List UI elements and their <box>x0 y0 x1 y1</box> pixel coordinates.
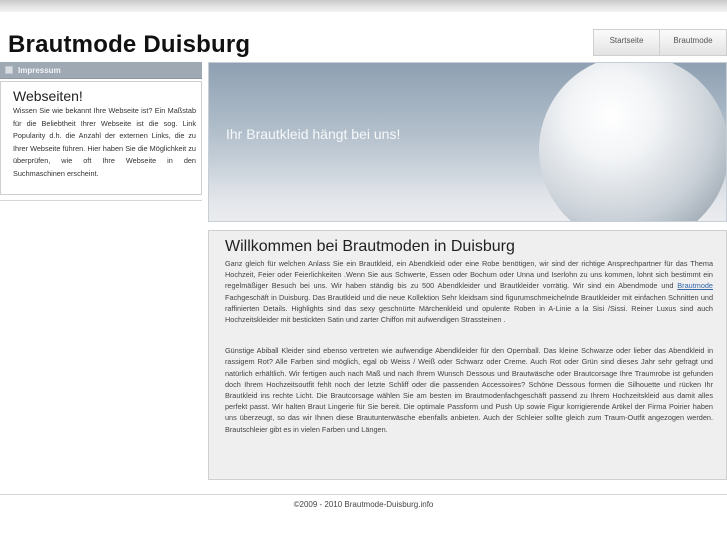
footer-divider <box>0 494 727 495</box>
sidebar-box-title: Webseiten! <box>13 88 83 104</box>
sphere-graphic <box>539 62 727 222</box>
paragraph-1-text-b: Fachgeschäft in Duisburg. Das Brautkleid und die neue Kollektion Sehr kleidsam sind figurumschmeichelnde Brautkleider mit einfachen Schnitten und raffinierten Details. Highlights sind das sexy geschnürte Märchenkleid und opulente Roben in A-Linie a la Sisi /Sissi. Reiner Luxus sind auch Hochzeitskleider mit bestickten Satin und zarter Chiffon mit aufwendigen Strassteinen . <box>225 292 713 325</box>
content-paragraph-2: Günstige Abiball Kleider sind ebenso vertreten wie aufwendige Abendkleider für den Opernball. Das kleine Schwarze oder lieber das Abendkleid in rassigem Rot? Alle Farben sind möglich, egal ob Weiss / Weiß oder Schwarz oder Creme. Auch Rot oder Grün sind dieses Jahr sehr gefragt und natürlich erhältlich. Wir fertigen auch nach Maß und nach Ihrem Wunsch Dessous und Brautwäsche oder Brautcorsage Ihre Traumrobe ist gefunden doch Ihrem Hochzeitsoutfit fehlt noch der letzte Schliff oder die passenden Accessoires? Schöne Dessous formen die Silhouette und rücken Ihr Brautkleid ins rechte Licht. Die Brautcorsage wählen Sie am besten im Brautmodenfachgeschäft passend zu Ihrem Hochzeitskleid aus damit alles perfekt passt. Wir halten Braut Lingerie für Sie bereit. Die optimale Passform und Push Up sowie Figur korrigierende Artikel der Firma Poirier haben uns überzeugt, so das wir Ihnen diese Brautunterwäsche ebenfalls anbieten. Auch der Schleier sollte gleich zum Traum-Outfit angezogen werden. Brautschleier gibt es in vielen Farben und Längen. <box>225 346 713 434</box>
brautmode-link[interactable]: Brautmode <box>677 281 713 291</box>
top-strip <box>0 0 727 12</box>
footer-copyright: ©2009 - 2010 Brautmode-Duisburg.info <box>293 500 434 509</box>
sidebar-header-label[interactable]: Impressum <box>18 65 61 75</box>
sidebar-box-text: Wissen Sie wie bekannt Ihre Webseite ist? Ein Maßstab für die Beliebtheit Ihrer Webseite ist die sog. Link Popularity d.h. die Anzahl der externen Links, die zu Ihrer Webseite führen. Hier haben Sie die Möglichkeit zu überprüfen, wie oft Ihre Webseite in den Suchmaschinen erscheint. <box>13 106 196 178</box>
site-title: Brautmode Duisburg <box>8 31 251 58</box>
banner-slogan: Ihr Brautkleid hängt bei uns! <box>226 126 401 142</box>
content-title: Willkommen bei Brautmoden in Duisburg <box>225 238 515 255</box>
main-nav <box>593 29 727 56</box>
square-bullet-icon <box>5 66 13 74</box>
content-paragraph-1 <box>225 258 713 325</box>
sidebar <box>0 62 202 195</box>
hero-banner <box>208 62 727 222</box>
sidebar-header-impressum[interactable] <box>0 62 202 79</box>
sidebar-box <box>0 81 202 195</box>
main-content <box>208 230 727 480</box>
nav-brautmode[interactable]: Brautmode <box>660 29 727 56</box>
nav-startseite[interactable]: Startseite <box>593 29 660 56</box>
sidebar-divider <box>0 200 202 201</box>
paragraph-1-text-a: Ganz gleich für welchen Anlass Sie ein Brautkleid, ein Abendkleid oder eine Robe benötigen, wir sind der richtige Ansprechpartner für das Thema Hochzeit, Feier oder Feierlichkeiten .Wenn Sie aus Schwerte, Essen oder Bochum oder Unna und Iserlohn zu uns kommen, lohnt sich bestimmt ein regelmäßiger Besuch bei uns. Wir haben ständig bis zu 500 Abendkleider und Brautkleider vorrätig. Wir sind ein Abendmode und <box>225 259 713 291</box>
